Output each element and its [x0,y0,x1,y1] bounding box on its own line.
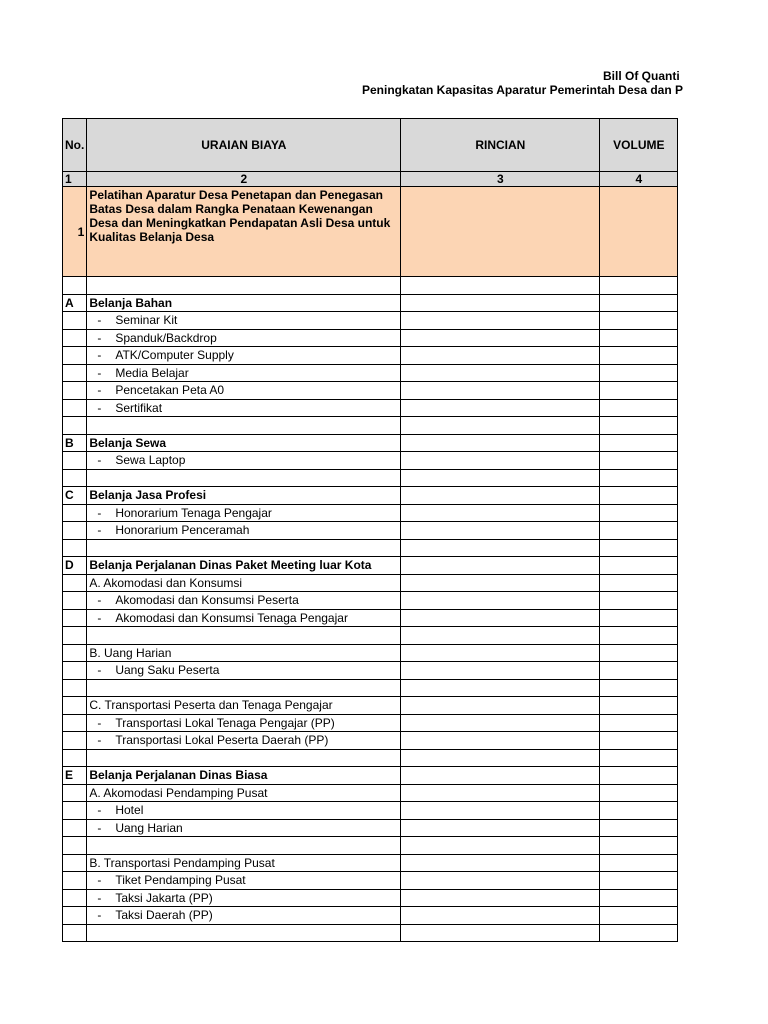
item-label: Tiket Pendamping Pusat [115,873,246,888]
row-rincian-cell [401,487,600,505]
row-code-cell [63,469,87,487]
row-rincian-cell [401,329,600,347]
item-dash: - [97,523,102,538]
row-volume-cell [600,557,678,575]
row-rincian-cell [401,784,600,802]
row-code-cell: D [63,557,87,575]
main-item-row [63,187,678,277]
item-dash: - [97,453,102,468]
item-row [63,662,678,680]
item-row [63,364,678,382]
item-row [63,504,678,522]
row-volume-cell [600,522,678,540]
item-dash: - [97,663,102,678]
item-dash: - [97,383,102,398]
item-dash: - [97,313,102,328]
row-rincian-cell [401,837,600,855]
row-description-cell [87,819,401,837]
row-rincian-cell [401,644,600,662]
subsection-row [63,644,678,662]
item-row [63,732,678,750]
item-label: Akomodasi dan Konsumsi Peserta [115,593,299,608]
row-volume-cell [600,294,678,312]
item-label: Akomodasi dan Konsumsi Tenaga Pengajar [115,610,348,625]
section-row [63,557,678,575]
row-code-cell [63,837,87,855]
row-description-cell: Belanja Sewa [87,434,401,452]
main-item-number: 1 [63,187,87,277]
row-volume-cell [600,714,678,732]
item-row [63,312,678,330]
row-volume-cell [600,732,678,750]
row-code-cell [63,784,87,802]
row-volume-cell [600,644,678,662]
row-code-cell [63,662,87,680]
row-code-cell [63,592,87,610]
item-label: Pencetakan Peta A0 [115,383,225,398]
item-row [63,872,678,890]
row-description-cell [87,627,401,645]
item-row [63,382,678,400]
bill-of-quantity-table [62,118,678,942]
row-description-cell [87,907,401,925]
row-code-cell [63,854,87,872]
subsection-row [63,784,678,802]
blank-row [63,417,678,435]
header-row [63,119,678,172]
item-row [63,347,678,365]
row-code-cell [63,679,87,697]
row-rincian-cell [401,679,600,697]
row-code-cell [63,732,87,750]
row-description-cell [87,277,401,295]
row-volume-cell [600,784,678,802]
main-item-rincian [401,187,600,277]
row-code-cell [63,749,87,767]
row-description-cell [87,539,401,557]
item-label: Spanduk/Backdrop [115,330,217,345]
item-dash: - [97,330,102,345]
row-rincian-cell [401,627,600,645]
row-volume-cell [600,364,678,382]
section-row [63,487,678,505]
row-description-cell [87,662,401,680]
item-row [63,592,678,610]
blank-row [63,539,678,557]
row-rincian-cell [401,312,600,330]
row-code-cell: E [63,767,87,785]
row-rincian-cell [401,872,600,890]
row-code-cell: C [63,487,87,505]
row-description-cell [87,679,401,697]
row-rincian-cell [401,399,600,417]
row-code-cell: B [63,434,87,452]
row-volume-cell [600,469,678,487]
item-dash: - [97,873,102,888]
row-code-cell [63,924,87,942]
row-volume-cell [600,872,678,890]
item-row [63,714,678,732]
row-description-cell: Belanja Jasa Profesi [87,487,401,505]
row-rincian-cell [401,592,600,610]
item-dash: - [97,803,102,818]
column-numbering-row [63,172,678,187]
row-description-cell: B. Transportasi Pendamping Pusat [87,854,401,872]
row-volume-cell [600,399,678,417]
row-code-cell [63,644,87,662]
row-rincian-cell [401,924,600,942]
row-volume-cell [600,749,678,767]
main-item-description: Pelatihan Aparatur Desa Penetapan dan Penegasan Batas Desa dalam Rangka Penataan Kewenangan Desa dan Meningkatkan Pendapatan Asli Desa untuk Kualitas Belanja Desa [87,187,401,277]
section-row [63,434,678,452]
item-dash: - [97,610,102,625]
item-dash: - [97,715,102,730]
row-rincian-cell [401,469,600,487]
row-description-cell [87,714,401,732]
row-code-cell [63,522,87,540]
row-rincian-cell [401,557,600,575]
column-number-1: 1 [63,172,87,187]
item-dash: - [97,348,102,363]
row-volume-cell [600,312,678,330]
blank-row [63,679,678,697]
item-dash: - [97,593,102,608]
row-volume-cell [600,889,678,907]
item-label: Hotel [115,803,144,818]
row-description-cell [87,924,401,942]
row-rincian-cell [401,697,600,715]
row-volume-cell [600,609,678,627]
row-volume-cell [600,329,678,347]
row-volume-cell [600,434,678,452]
row-code-cell [63,872,87,890]
row-code-cell [63,907,87,925]
blank-row [63,277,678,295]
row-description-cell [87,399,401,417]
row-rincian-cell [401,907,600,925]
row-rincian-cell [401,522,600,540]
blank-row [63,924,678,942]
row-description-cell [87,837,401,855]
row-volume-cell [600,819,678,837]
header-volume: VOLUME [600,119,678,172]
item-dash: - [97,733,102,748]
row-rincian-cell [401,767,600,785]
item-label: Honorarium Penceramah [115,523,250,538]
item-label: Uang Saku Peserta [115,663,220,678]
item-label: ATK/Computer Supply [115,348,234,363]
row-rincian-cell [401,277,600,295]
row-code-cell [63,819,87,837]
row-rincian-cell [401,749,600,767]
row-volume-cell [600,697,678,715]
row-description-cell: C. Transportasi Peserta dan Tenaga Pengajar [87,697,401,715]
document-title: Bill Of Quanti [603,69,680,83]
item-row [63,907,678,925]
item-row [63,329,678,347]
row-volume-cell [600,627,678,645]
item-label: Sertifikat [115,400,163,415]
row-volume-cell [600,487,678,505]
row-description-cell [87,452,401,470]
item-row [63,452,678,470]
item-row [63,399,678,417]
row-code-cell [63,452,87,470]
row-description-cell [87,889,401,907]
blank-row [63,627,678,645]
row-volume-cell [600,382,678,400]
column-number-2: 2 [87,172,401,187]
row-description-cell [87,347,401,365]
item-label: Seminar Kit [115,313,178,328]
row-code-cell: A [63,294,87,312]
subsection-row [63,697,678,715]
row-rincian-cell [401,819,600,837]
row-code-cell [63,399,87,417]
row-rincian-cell [401,714,600,732]
row-rincian-cell [401,364,600,382]
item-row [63,889,678,907]
row-volume-cell [600,679,678,697]
row-description-cell [87,312,401,330]
row-rincian-cell [401,504,600,522]
column-number-3: 3 [401,172,600,187]
item-dash: - [97,820,102,835]
row-rincian-cell [401,889,600,907]
row-volume-cell [600,539,678,557]
row-code-cell [63,417,87,435]
row-rincian-cell [401,854,600,872]
row-code-cell [63,312,87,330]
row-volume-cell [600,417,678,435]
row-rincian-cell [401,539,600,557]
header-uraian-biaya: URAIAN BIAYA [87,119,401,172]
row-volume-cell [600,837,678,855]
row-description-cell [87,504,401,522]
item-dash: - [97,505,102,520]
row-rincian-cell [401,347,600,365]
row-volume-cell [600,504,678,522]
section-row [63,767,678,785]
item-label: Transportasi Lokal Tenaga Pengajar (PP) [115,715,335,730]
header-no: No. [63,119,87,172]
row-description-cell [87,592,401,610]
row-description-cell [87,749,401,767]
item-label: Honorarium Tenaga Pengajar [115,505,272,520]
section-row [63,294,678,312]
row-description-cell [87,382,401,400]
row-description-cell [87,329,401,347]
item-label: Transportasi Lokal Peserta Daerah (PP) [115,733,329,748]
item-dash: - [97,365,102,380]
blank-row [63,469,678,487]
row-code-cell [63,364,87,382]
item-label: Taksi Jakarta (PP) [115,890,213,905]
item-label: Uang Harian [115,820,183,835]
item-row [63,522,678,540]
row-volume-cell [600,277,678,295]
row-code-cell [63,347,87,365]
row-description-cell: Belanja Bahan [87,294,401,312]
row-code-cell [63,697,87,715]
blank-row [63,837,678,855]
row-volume-cell [600,924,678,942]
row-rincian-cell [401,609,600,627]
row-description-cell: A. Akomodasi dan Konsumsi [87,574,401,592]
item-dash: - [97,400,102,415]
blank-row [63,749,678,767]
row-rincian-cell [401,732,600,750]
row-rincian-cell [401,574,600,592]
row-rincian-cell [401,452,600,470]
row-volume-cell [600,592,678,610]
row-code-cell [63,574,87,592]
item-row [63,609,678,627]
row-code-cell [63,714,87,732]
document-subtitle: Peningkatan Kapasitas Aparatur Pemerintah Desa dan P [362,83,683,97]
item-label: Taksi Daerah (PP) [115,908,213,923]
row-description-cell: Belanja Perjalanan Dinas Paket Meeting luar Kota [87,557,401,575]
row-rincian-cell [401,294,600,312]
row-code-cell [63,889,87,907]
item-label: Sewa Laptop [115,453,186,468]
row-rincian-cell [401,434,600,452]
item-label: Media Belajar [115,365,189,380]
row-code-cell [63,504,87,522]
row-description-cell [87,802,401,820]
subsection-row [63,574,678,592]
row-rincian-cell [401,802,600,820]
row-description-cell: A. Akomodasi Pendamping Pusat [87,784,401,802]
row-code-cell [63,609,87,627]
row-description-cell [87,609,401,627]
row-code-cell [63,382,87,400]
row-volume-cell [600,767,678,785]
row-description-cell [87,872,401,890]
row-volume-cell [600,662,678,680]
item-row [63,819,678,837]
subsection-row [63,854,678,872]
row-description-cell: Belanja Perjalanan Dinas Biasa [87,767,401,785]
item-dash: - [97,890,102,905]
row-volume-cell [600,347,678,365]
item-dash: - [97,908,102,923]
row-description-cell: B. Uang Harian [87,644,401,662]
row-code-cell [63,802,87,820]
row-rincian-cell [401,662,600,680]
row-rincian-cell [401,417,600,435]
row-code-cell [63,627,87,645]
row-code-cell [63,277,87,295]
row-description-cell [87,469,401,487]
row-code-cell [63,329,87,347]
row-description-cell [87,364,401,382]
header-rincian: RINCIAN [401,119,600,172]
row-description-cell [87,522,401,540]
row-volume-cell [600,854,678,872]
row-volume-cell [600,907,678,925]
main-item-volume [600,187,678,277]
row-volume-cell [600,802,678,820]
row-description-cell [87,417,401,435]
row-volume-cell [600,452,678,470]
row-rincian-cell [401,382,600,400]
row-code-cell [63,539,87,557]
row-description-cell [87,732,401,750]
item-row [63,802,678,820]
column-number-4: 4 [600,172,678,187]
row-volume-cell [600,574,678,592]
